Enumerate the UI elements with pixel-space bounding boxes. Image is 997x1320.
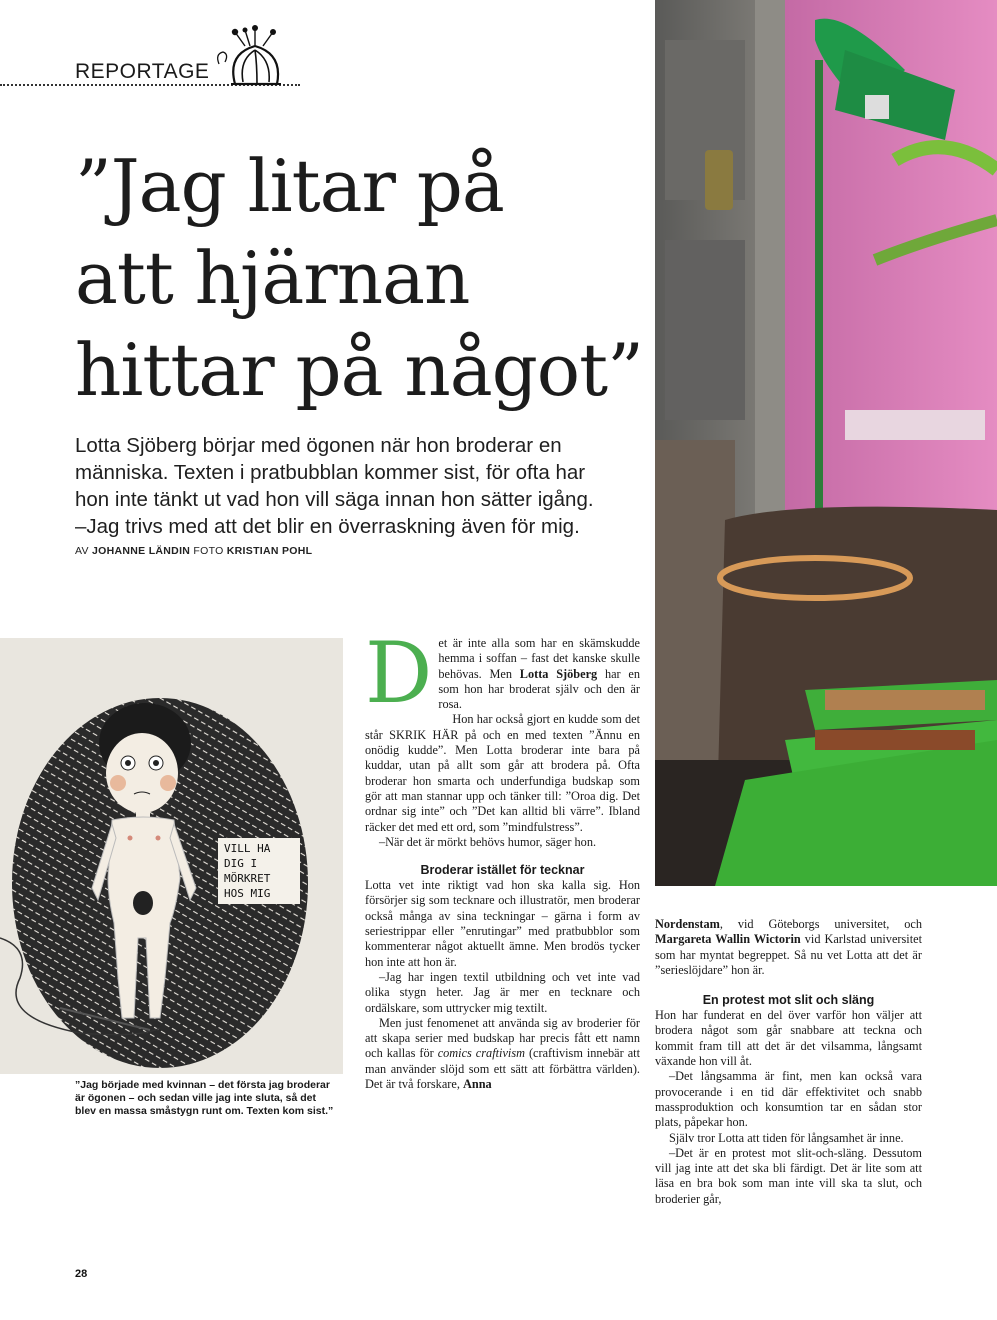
byline-author: JOHANNE LÄNDIN [92,545,191,557]
byline-foto: FOTO [193,545,224,557]
pincushion-icon [205,24,295,88]
paragraph [365,624,640,722]
bubble-line: MÖRKRET [224,872,271,885]
article-column-2 [655,917,922,1207]
bubble-line: DIG I [224,857,258,870]
headline-line: att hjärnan [75,236,470,320]
byline-av: AV [75,545,89,557]
subheading: Broderar istället för tecknar [420,863,585,878]
image-caption [75,1079,345,1118]
caption-line: ”Jag började med kvinnan – det första jag broderar [75,1079,330,1091]
paragraph-text: et är inte alla som har en skämskudde hemma i soffan – fast det kanske skulle behövas. Men [438,636,640,681]
paragraph [655,917,922,978]
paragraph-text: (craftivism innebär att man använder slöjd som ett sätt att förbättra världen). Det är två forskare, [365,1046,640,1092]
ingress [75,432,645,540]
person-name: Lotta Sjöberg [519,666,598,681]
ingress-line: Lotta Sjöberg börjar med ögonen när hon broderar en [75,434,562,457]
paragraph: Hon har funderat en del över varför hon väljer att brodera något som går snabbare att teckna och kommit fram till att det är det vilsamma, långsamt växande hon vill åt. [655,1008,922,1069]
article-column-1 [365,624,640,1092]
paragraph: –Det långsamma är fint, men kan också vara provocerande i en tid där effektivitet och snabb massproduktion och konsumtion tar en sådan stor plats, påpekar hon. [655,1069,922,1130]
paragraph: Hon har också gjort en kudde som det står SKRIK HÄR på och en med texten ”Ännu en onödig kudde”. Men Lotta broderar inte bara på kuddar, utan på allt som går att brodera på. Ofta broderar hon smarta och underfundiga budskap som gör att man stannar upp och tänker till: ”Oroa dig. Det ordnar sig inte” och ”Det kan alltid bli värre”. Ibland räcker det med ett ord, som ”mindfulstress”. [365,712,640,834]
bubble-line: HOS MIG [224,887,271,900]
paragraph-text: har en som hon har broderat själv och den är rosa. [438,666,640,712]
paragraph: –Det är en protest mot slit-och-släng. Dessutom vill jag inte att det ska bli färdigt. Det är lite som att läsa en bra bok som man inte vill ska ta slut, och broderier går, [655,1145,922,1206]
section-label: REPORTAGE [75,60,210,83]
ingress-line: –Jag trivs med att det blir en överraskning även för mig. [75,515,580,538]
paragraph: –Jag har ingen textil utbildning och vet inte vad olika stygn heter. Jag är mer en tecknare och ordälskare, som uttrycker mig textilt. [365,969,640,1015]
drop-cap: D [365,624,433,722]
caption-line: är ögonen – och sedan ville jag inte sluta, så det [75,1092,316,1104]
embroidery-image [0,638,343,1074]
ingress-line: människa. Texten i pratbubblan kommer sist, för ofta har [75,461,586,484]
subheading: En protest mot slit och släng [702,993,875,1008]
byline [75,545,312,557]
bubble-line: VILL HA [224,842,271,855]
paragraph [365,1016,640,1092]
paragraph: Lotta vet inte riktigt vad hon ska kalla sig. Hon försörjer sig som tecknare och illustratör, men broderar också många av sina teckningar – gärna i form av seriestrippar eller ”enrutingar” med pratbubblor som kommenterar något aktuellt ämne. Men brodös tycker hon inte att hon är. [365,878,640,969]
caption-line: blev en massa småstygn runt om. Texten kom sist.” [75,1105,334,1117]
paragraph: Själv tror Lotta att tiden för långsamhet är inne. [669,1130,904,1145]
paragraph: –När det är mörkt behövs humor, säger hon. [379,834,597,849]
byline-photographer: KRISTIAN POHL [226,545,313,557]
ingress-line: hon inte tänkt ut vad hon vill säga innan hon sätter igång. [75,488,594,511]
person-name: Margareta Wallin Wictorin [655,932,801,947]
person-name: Nordenstam [655,917,720,931]
italic-term: comics craftivism [437,1046,525,1061]
interior-photo [655,0,997,886]
headline-line: ”Jag litar på [75,144,504,228]
paragraph-text: vid Karlstad universitet som har myntat begreppet. Så nu vet Lotta att det är ”serieslöjdare” hon är. [655,932,923,977]
paragraph-text: , vid Göteborgs universitet, och [719,917,922,931]
headline [75,140,645,416]
paragraph-text: Men just fenomenet att använda sig av broderier för att skapa serier med budskap har precis fått ett namn och kallas för [365,1015,640,1061]
headline-line: hittar på något” [75,328,643,412]
page-number: 28 [75,1268,88,1280]
person-name: Anna [463,1077,492,1092]
